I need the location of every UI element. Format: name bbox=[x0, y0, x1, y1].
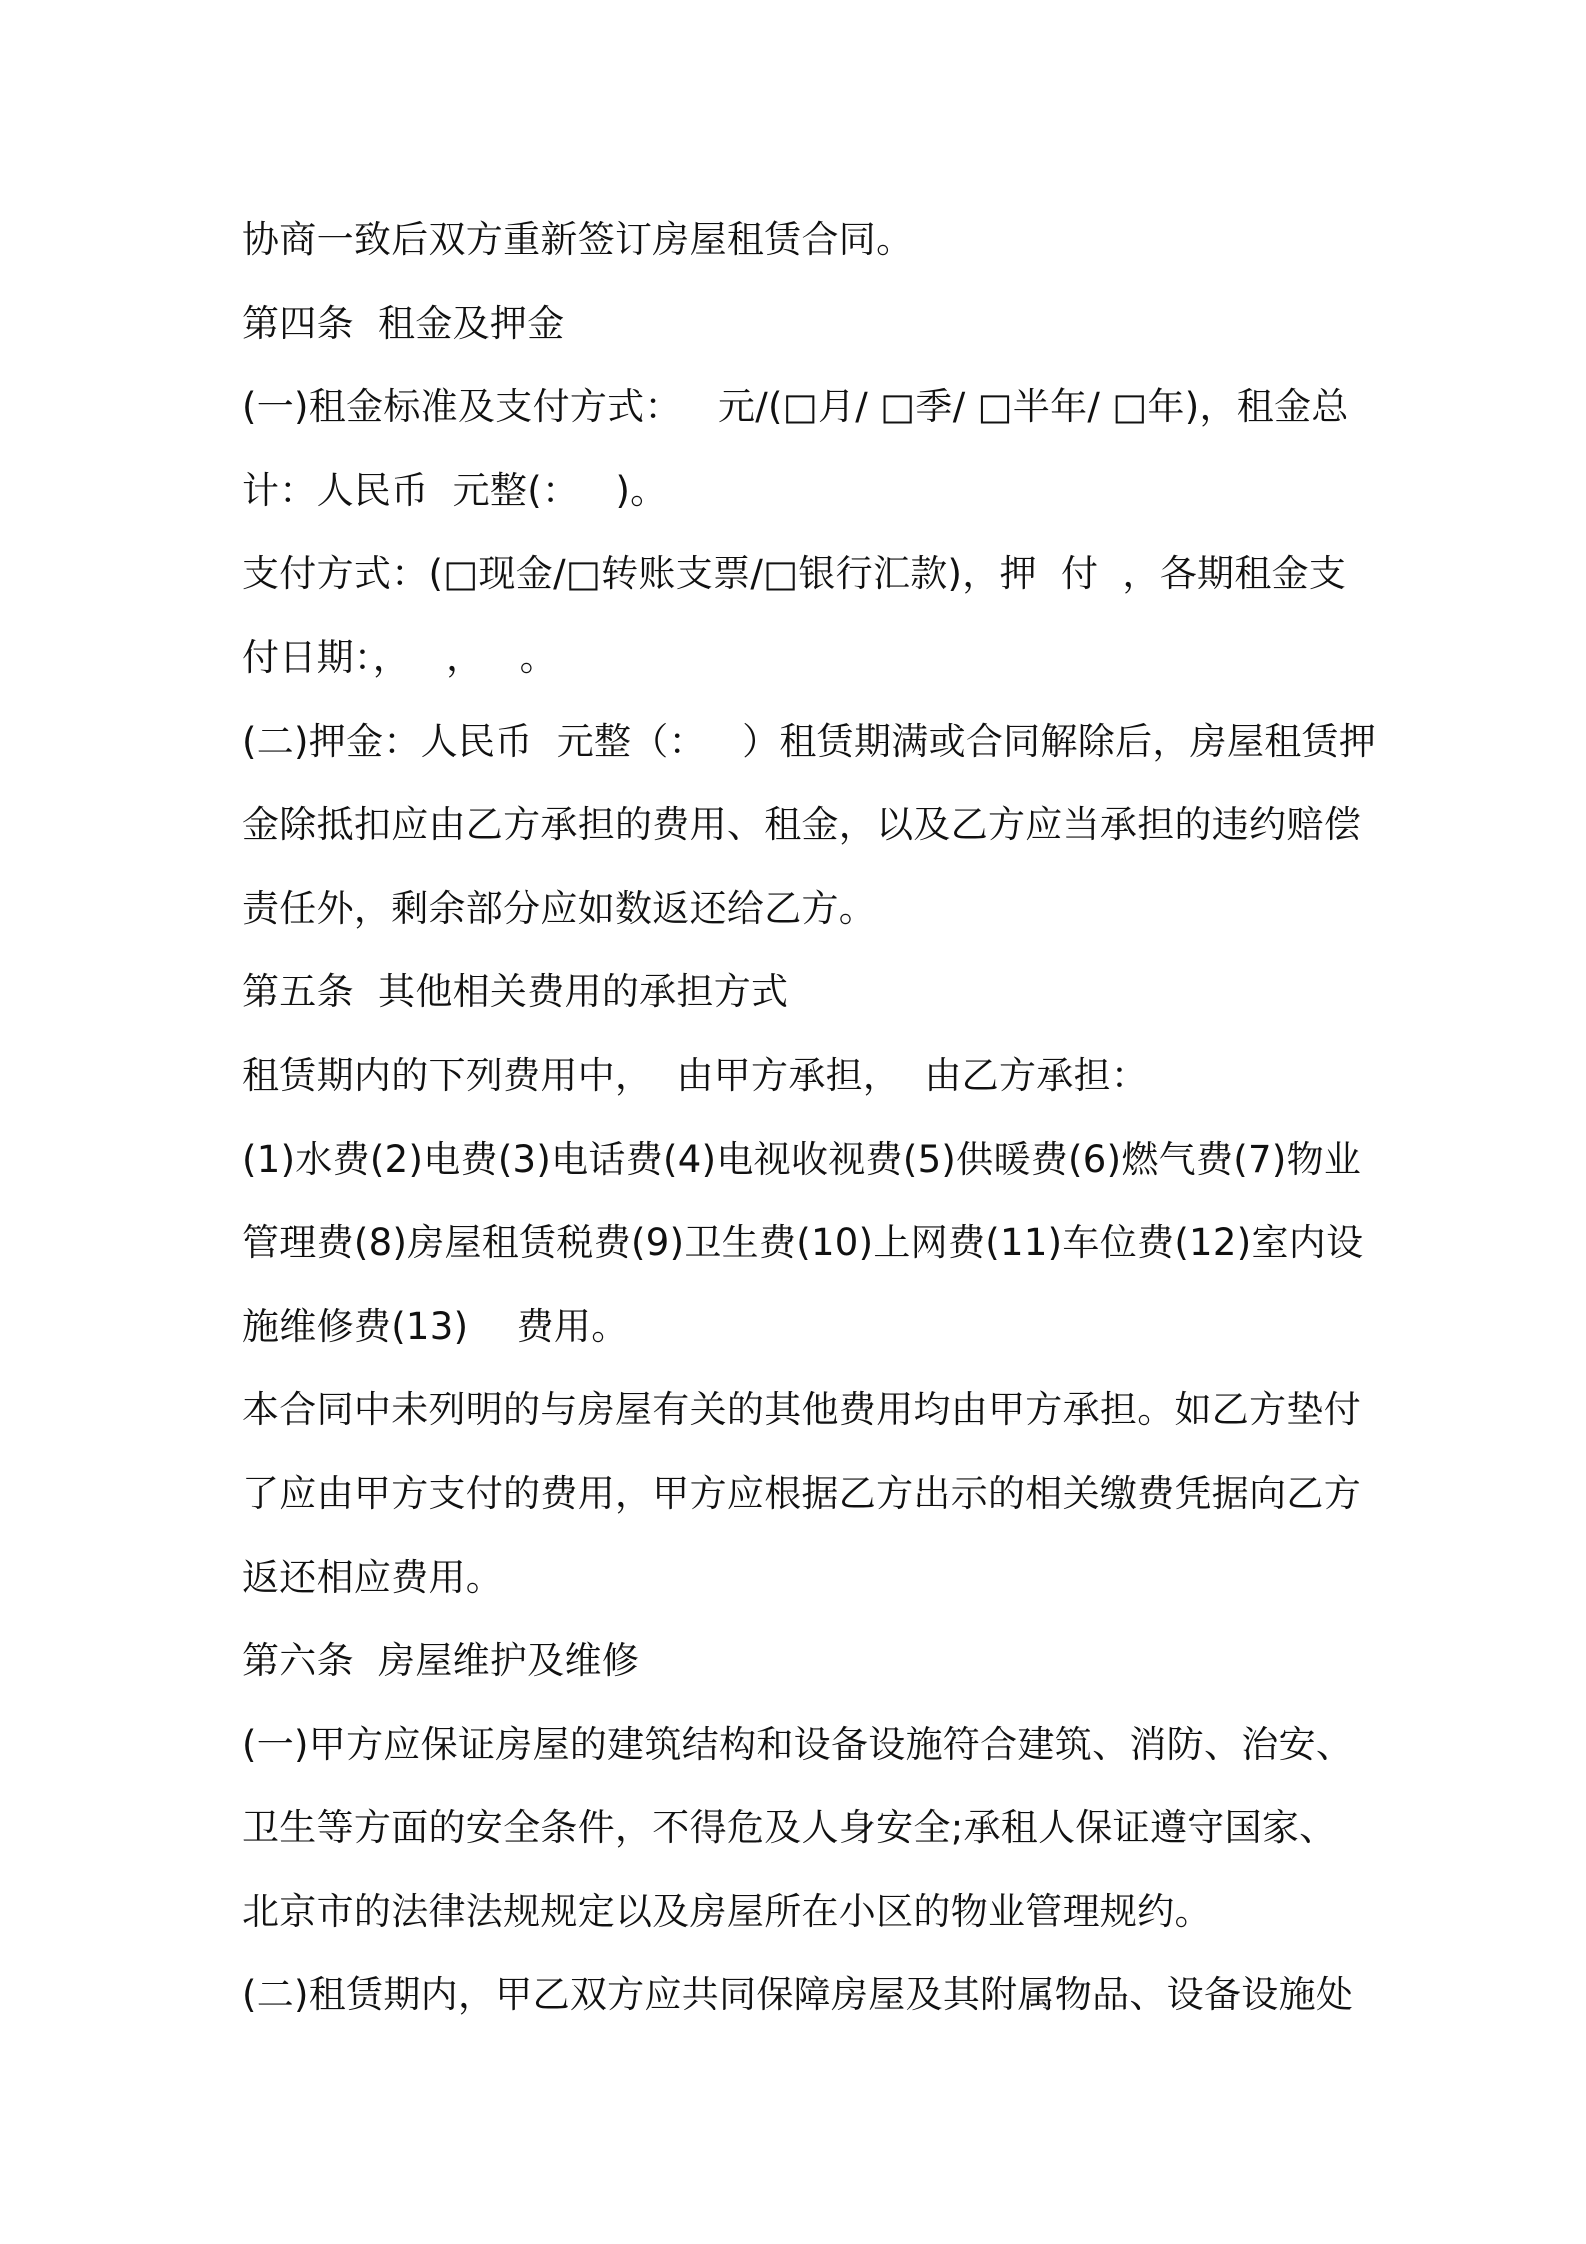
text-line: 租赁期内的下列费用中， 由甲方承担， 由乙方承担： bbox=[242, 1053, 1149, 1097]
text-line: 责任外，剩余部分应如数返还给乙方。 bbox=[242, 886, 877, 930]
text-line: 管理费(8)房屋租赁税费(9)卫生费(10)上网费(11)车位费(12)室内设 bbox=[242, 1221, 1364, 1265]
text-line: 本合同中未列明的与房屋有关的其他费用均由甲方承担。如乙方垫付 bbox=[242, 1388, 1361, 1432]
text-line: 计：人民币 元整(： )。 bbox=[242, 468, 668, 512]
section-heading-article-6: 第六条 房屋维护及维修 bbox=[242, 1639, 640, 1683]
text-line: (一)租金标准及支付方式： 元/(□月/ □季/ □半年/ □年)，租金总 bbox=[242, 385, 1349, 429]
text-line: (1)水费(2)电费(3)电话费(4)电视收视费(5)供暖费(6)燃气费(7)物业 bbox=[242, 1137, 1362, 1181]
section-heading-article-4: 第四条 租金及押金 bbox=[242, 301, 565, 345]
text-line: 北京市的法律法规规定以及房屋所在小区的物业管理规约。 bbox=[242, 1889, 1212, 1933]
text-line: 付日期：， ， 。 bbox=[242, 635, 557, 679]
text-line: 支付方式：(□现金/□转账支票/□银行汇款)，押 付 ，各期租金支 bbox=[242, 552, 1347, 596]
text-line: (二)押金：人民币 元整（： ）租赁期满或合同解除后，房屋租赁押 bbox=[242, 719, 1377, 763]
text-line: 返还相应费用。 bbox=[242, 1555, 504, 1599]
section-heading-article-5: 第五条 其他相关费用的承担方式 bbox=[242, 970, 789, 1014]
document-body bbox=[242, 198, 1377, 2037]
text-line: 协商一致后双方重新签订房屋租赁合同。 bbox=[242, 218, 914, 261]
text-line: (二)租赁期内，甲乙双方应共同保障房屋及其附属物品、设备设施处 bbox=[242, 1973, 1354, 2017]
text-line: 卫生等方面的安全条件，不得危及人身安全;承租人保证遵守国家、 bbox=[242, 1806, 1337, 1850]
text-line: (一)甲方应保证房屋的建筑结构和设备设施符合建筑、消防、治安、 bbox=[242, 1722, 1354, 1766]
text-line: 了应由甲方支付的费用，甲方应根据乙方出示的相关缴费凭据向乙方 bbox=[242, 1471, 1361, 1515]
text-line: 金除抵扣应由乙方承担的费用、租金，以及乙方应当承担的违约赔偿 bbox=[242, 803, 1361, 847]
text-line: 施维修费(13) 费用。 bbox=[242, 1304, 629, 1348]
